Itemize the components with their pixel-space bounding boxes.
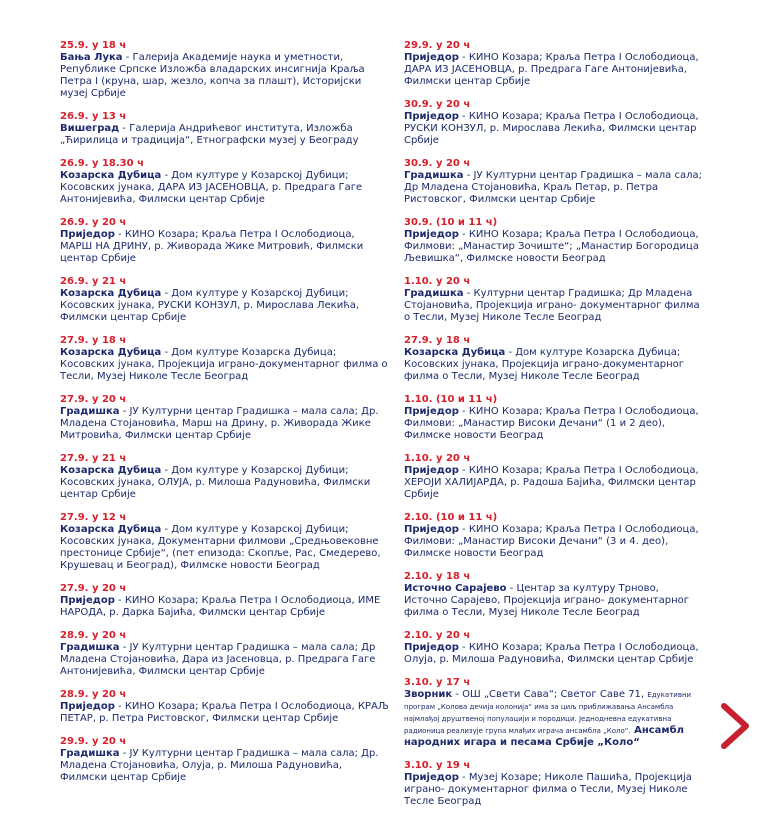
event-date: 27.9. у 20 ч: [60, 583, 127, 594]
event-place: Приједор: [60, 701, 115, 712]
event-item: [60, 689, 390, 725]
event-date: 26.9. у 18.30 ч: [60, 158, 144, 169]
event-date: 25.9. у 18 ч: [60, 40, 127, 51]
event-date: 28.9. у 20 ч: [60, 630, 127, 641]
event-place: Градишка: [60, 642, 120, 653]
event-date: 26.9. у 13 ч: [60, 111, 127, 122]
event-item: [404, 99, 704, 147]
event-date: 28.9. у 20 ч: [60, 689, 127, 700]
event-date: 30.9. у 20 ч: [404, 99, 471, 110]
event-item: [404, 571, 704, 619]
event-place: Приједор: [60, 229, 115, 240]
event-date: 30.9. (10 и 11 ч): [404, 217, 498, 228]
event-date: 27.9. у 18 ч: [404, 335, 471, 346]
event-details: - Дом културе Козарска Дубица; Косовских јунака, Пројекција играно-документарног филма о Тесли, Музеј Николе Тесле Београд: [404, 347, 685, 382]
event-place: Градишка: [60, 406, 120, 417]
event-item: [60, 40, 390, 100]
event-extra-note: Едукативни програм „Колова дечија колонија“ има за циљ приближавања Ансамбла најмлађој друштвеној популацији и породици. Једнодневна едукативна радионица реализује група млађих играча ансамбла „Коло“.: [404, 691, 692, 735]
event-item: [60, 276, 390, 324]
event-details: - КИНО Козара; Краља Петра I Ослободиоца, Филмови: „Манастир Високи Дечани“ (1 и 2 део), Филмске новости Београд: [404, 406, 699, 441]
event-date: 1.10. (10 и 11 ч): [404, 394, 498, 405]
event-item: [60, 335, 390, 383]
event-item: [60, 111, 390, 147]
event-details: - Културни центар Градишка; Др Младена Стојановића, Пројекција играно- документарног филма о Тесли, Музеј Николе Тесле Београд: [404, 288, 700, 323]
event-details: - Дом културе у Козарској Дубици; Косовских јунака, ОЛУЈА, р. Милоша Радуновића, Филмски центар Србије: [60, 465, 371, 500]
event-date: 26.9. у 21 ч: [60, 276, 127, 287]
event-place: Градишка: [60, 748, 120, 759]
event-item: [404, 335, 704, 383]
event-details: - ЈУ Културни центар Градишка – мала сала; Др Младена Стојановића, Краљ Петар, р. Петра Ристовског, Филмски центар Србије: [404, 170, 702, 205]
event-date: 27.9. у 20 ч: [60, 394, 127, 405]
events-column-left: [60, 40, 390, 795]
event-place: Вишеград: [60, 123, 120, 134]
event-date: 2.10. у 20 ч: [404, 630, 471, 641]
event-item: [60, 394, 390, 442]
event-date: 27.9. у 21 ч: [60, 453, 127, 464]
event-details: - Галерија Андрићевог института, Изложба „Ћирилица и традиција“, Етнографски музеј у Београду: [60, 123, 359, 146]
event-details: - КИНО Козара; Краља Петра I Ослободиоца, МАРШ НА ДРИНУ, р. Живорада Жике Митровић, Филмски центар Србије: [60, 229, 364, 264]
event-date: 27.9. у 18 ч: [60, 335, 127, 346]
event-date: 29.9. у 20 ч: [60, 736, 127, 747]
event-place: Градишка: [404, 170, 464, 181]
event-place: Приједор: [404, 524, 459, 535]
event-place: Козарска Дубица: [60, 288, 162, 299]
event-place: Приједор: [404, 465, 459, 476]
event-details: - ЈУ Културни центар Градишка – мала сала; Др. Младена Стојановића, Марш на Дрину, р. Живорада Жике Митровића, Филмски центар Србије: [60, 406, 379, 441]
event-date: 3.10. у 19 ч: [404, 760, 471, 771]
event-item: [404, 453, 704, 501]
event-place: Козарска Дубица: [60, 347, 162, 358]
event-place: Зворник: [404, 689, 453, 700]
event-details: - КИНО Козара; Краља Петра I Ослободиоца, ДАРА ИЗ ЈАСЕНОВЦА, р. Предрага Гаге Антонијевића, Филмски центар Србије: [404, 52, 699, 87]
event-details: - КИНО Козара; Краља Петра I Ослободиоца, Филмови: „Манастир Зочиште“; „Манастир Богородица Љевишка“, Филмске новости Београд: [404, 229, 699, 264]
event-item: [404, 217, 704, 265]
event-details: - Дом културе у Козарској Дубици; Косовских јунака, Документарни филмови „Средњовековне престонице Србије“, (пет епизода: Скопље, Рас, Смедерево, Крушевац и Београд), Филмске новости Београд: [60, 524, 381, 571]
event-date: 1.10. у 20 ч: [404, 276, 471, 287]
event-place: Приједор: [404, 229, 459, 240]
event-details: - Дом културе Козарска Дубица; Косовских јунака, Пројекција играно-документарног филма о Тесли, Музеј Николе Тесле Београд: [60, 347, 388, 382]
event-item: [60, 217, 390, 265]
event-place: Козарска Дубица: [60, 465, 162, 476]
event-place: Приједор: [404, 642, 459, 653]
event-item: [60, 158, 390, 206]
event-date: 2.10. (10 и 11 ч): [404, 512, 498, 523]
event-details: - Музеј Козаре; Николе Пашића, Пројекција играно- документарног филма о Тесли, Музеј Николе Тесле Београд: [404, 772, 692, 807]
event-item: [404, 158, 704, 206]
event-item: [404, 394, 704, 442]
event-item: [404, 276, 704, 324]
event-place: Приједор: [404, 111, 459, 122]
event-place: Козарска Дубица: [60, 170, 162, 181]
chevron-right-shape: [724, 706, 746, 746]
event-place: Приједор: [404, 406, 459, 417]
event-place: Приједор: [404, 52, 459, 63]
event-item: [404, 677, 704, 749]
event-details: - ЈУ Културни центар Градишка – мала сала; Др. Младена Стојановића, Олуја, р. Милоша Радуновића, Филмски центар Србије: [60, 748, 379, 783]
event-organizer: Ансамбл народних игара и песама Србије „Коло“: [404, 725, 684, 748]
event-place: Градишка: [404, 288, 464, 299]
event-place: Приједор: [404, 772, 459, 783]
event-details: - Центар за културу Трново, Источно Сарајево, Пројекција играно- документарног филма о Тесли, Музеј Николе Тесле Београд: [404, 583, 690, 618]
event-date: 3.10. у 17 ч: [404, 677, 471, 688]
event-details: - КИНО Козара; Краља Петра I Ослободиоца, ХЕРОЈИ ХАЛИЈАРДА, р. Радоша Бајића, Филмски центар Србије: [404, 465, 699, 500]
event-item: [404, 512, 704, 560]
event-details: - КИНО Козара; Краља Петра I Ослободиоца, Филмови: „Манастир Високи Дечани“ (3 и 4. део), Филмске новости Београд: [404, 524, 699, 559]
event-item: [60, 630, 390, 678]
event-place: Источно Сарајево: [404, 583, 507, 594]
event-date: 30.9. у 20 ч: [404, 158, 471, 169]
event-place: Козарска Дубица: [60, 524, 162, 535]
event-date: 1.10. у 20 ч: [404, 453, 471, 464]
event-place: Бања Лука: [60, 52, 123, 63]
event-details: - КИНО Козара; Краља Петра I Ослободиоца, КРАЉ ПЕТАР, р. Петра Ристовског, Филмски центар Србије: [60, 701, 389, 724]
event-details: - Галерија Академије наука и уметности, Републике Српске Изложба владарских инсигнија Краља Петра I (круна, шар, жезло, копча за плашт), Историјски музеј Србије: [60, 52, 365, 99]
event-details: - КИНО Козара; Краља Петра I Ослободиоца, РУСКИ КОНЗУЛ, р. Мирослава Лекића, Филмски центар Србије: [404, 111, 699, 146]
events-column-right: [404, 40, 704, 819]
event-date: 27.9. у 12 ч: [60, 512, 127, 523]
event-item: [60, 512, 390, 572]
event-place: Приједор: [60, 595, 115, 606]
event-item: [60, 453, 390, 501]
event-details: - КИНО Козара; Краља Петра I Ослободиоца, Олуја, р. Милоша Радуновића, Филмски центар Србије: [404, 642, 699, 665]
event-item: [404, 760, 704, 808]
event-place: Козарска Дубица: [404, 347, 506, 358]
event-item: [60, 736, 390, 784]
event-item: [60, 583, 390, 619]
event-details: - ЈУ Културни центар Градишка – мала сала; Др Младена Стојановића, Дара из Јасеновца, р. Предрага Гаге Антонијевића, Филмски центар Србије: [60, 642, 376, 677]
event-details: - ОШ „Свети Сава“; Светог Саве 71,: [452, 689, 648, 700]
event-date: 26.9. у 20 ч: [60, 217, 127, 228]
event-item: [404, 630, 704, 666]
event-date: 29.9. у 20 ч: [404, 40, 471, 51]
event-date: 2.10. у 18 ч: [404, 571, 471, 582]
event-details: - КИНО Козара; Краља Петра I Ослободиоца, ИМЕ НАРОДА, р. Дарка Бајића, Филмски центар Србије: [60, 595, 381, 618]
chevron-right-icon[interactable]: [718, 702, 754, 750]
event-item: [404, 40, 704, 88]
event-details: - Дом културе у Козарској Дубици; Косовских јунака, РУСКИ КОНЗУЛ, р. Мирослава Лекића, Филмски центар Србије: [60, 288, 360, 323]
event-details: - Дом културе у Козарској Дубици; Косовских јунака, ДАРА ИЗ ЈАСЕНОВЦА, р. Предрага Гаге Антонијевића, Филмски центар Србије: [60, 170, 363, 205]
